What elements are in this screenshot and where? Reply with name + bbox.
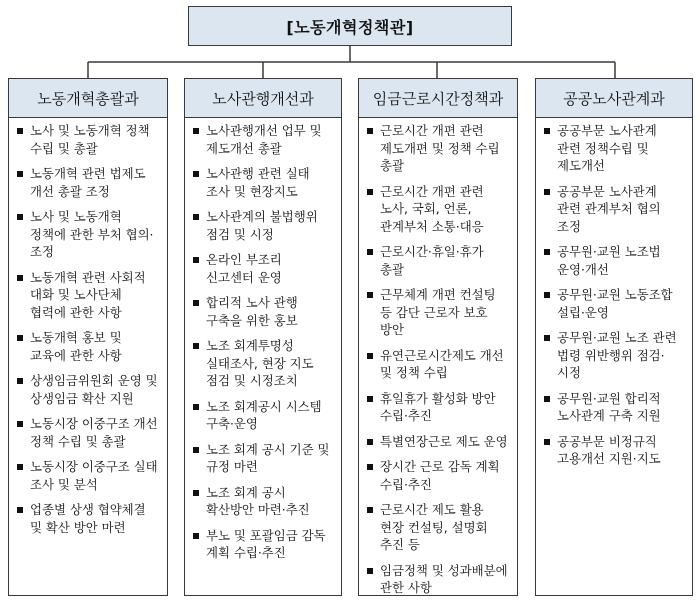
duty-item: 노조 회계투명성 실태조사, 현장 지도 점검 및 시정조치 — [193, 337, 333, 390]
bullet-square-icon — [367, 249, 373, 255]
duty-item: 노조 회계공시 시스템 구축·운영 — [193, 398, 333, 433]
duty-item: 근로시간 개편 관련 제도개편 및 정책 수립 총괄 — [367, 122, 509, 175]
duty-item: 노사관행 관련 실태 조사 및 현장지도 — [193, 165, 333, 200]
bullet-square-icon — [193, 490, 199, 496]
dept-duties-3 — [358, 118, 518, 596]
top-office-title: [노동개혁정책관] — [286, 17, 414, 37]
dept-duties-1 — [8, 118, 168, 596]
duty-item: 노사 및 노동개혁 정책에 관한 부처 협의·조정 — [17, 208, 159, 261]
dept-name: 임금근로시간정책과 — [372, 89, 504, 108]
bullet-square-icon — [544, 189, 550, 195]
duty-item: 근로시간 제도 활용 현장 컨설팅, 설명회 추진 등 — [367, 501, 509, 554]
bullet-square-icon — [367, 568, 373, 574]
bullet-square-icon — [544, 128, 550, 134]
bullet-square-icon — [367, 189, 373, 195]
bullet-square-icon — [17, 421, 23, 427]
bullet-square-icon — [193, 214, 199, 220]
duty-item: 공무원·교원 합리적 노사관계 구축 지원 — [544, 390, 684, 425]
bullet-square-icon — [367, 507, 373, 513]
duty-item: 공공부문 노사관계 관련 관계부처 협의 조정 — [544, 183, 684, 236]
dept-header-2 — [184, 78, 342, 118]
bullet-square-icon — [17, 335, 23, 341]
bullet-square-icon — [193, 128, 199, 134]
duty-item: 노동개혁 관련 사회적 대화 및 노사단체 협력에 관한 사항 — [17, 269, 159, 322]
bullet-square-icon — [544, 335, 550, 341]
bullet-square-icon — [367, 396, 373, 402]
duty-item: 공무원·교원 노조 관련 법령 위반행위 점검·시정 — [544, 329, 684, 382]
dept-name: 노사관행개선과 — [212, 89, 314, 108]
duty-item: 노조 회계 공시 기준 및 규정 마련 — [193, 441, 333, 476]
bullet-square-icon — [544, 249, 550, 255]
duty-item: 유연근로시간제도 개선 및 정책 수립 — [367, 347, 509, 382]
bullet-square-icon — [193, 533, 199, 539]
duty-item: 부노 및 포괄임금 감독 계획 수립·추진 — [193, 527, 333, 562]
duty-item: 노사관계의 불법행위 점검 및 시정 — [193, 208, 333, 243]
bullet-square-icon — [367, 128, 373, 134]
duty-item: 특별연장근로 제도 운영 — [367, 433, 509, 451]
duty-item: 장시간 근로 감독 계획 수립·추진 — [367, 458, 509, 493]
bullet-square-icon — [544, 292, 550, 298]
duty-item: 공무원·교원 노동조합 설립·운영 — [544, 286, 684, 321]
duty-item: 노동시장 이중구조 개선 정책 수립 및 총괄 — [17, 415, 159, 450]
bullet-square-icon — [17, 128, 23, 134]
top-office-box — [188, 6, 512, 46]
duty-item: 상생임금위원회 운영 및 상생임금 확산 지원 — [17, 372, 159, 407]
dept-header-1 — [8, 78, 168, 118]
bullet-square-icon — [544, 396, 550, 402]
bullet-square-icon — [17, 507, 23, 513]
duty-item: 노사관행개선 업무 및 제도개선 총괄 — [193, 122, 333, 157]
duty-item: 근로시간·휴일·휴가 총괄 — [367, 243, 509, 278]
duty-item: 온라인 부조리 신고센터 운영 — [193, 251, 333, 286]
bullet-square-icon — [17, 464, 23, 470]
duty-item: 노동개혁 홍보 및 교육에 관한 사항 — [17, 329, 159, 364]
bullet-square-icon — [193, 343, 199, 349]
duty-item: 휴일휴가 활성화 방안 수립·추진 — [367, 390, 509, 425]
bullet-square-icon — [193, 257, 199, 263]
bullet-square-icon — [17, 214, 23, 220]
dept-header-4 — [535, 78, 693, 118]
bullet-square-icon — [367, 439, 373, 445]
dept-name: 노동개혁총괄과 — [37, 89, 139, 108]
bullet-square-icon — [17, 171, 23, 177]
dept-duties-4 — [535, 118, 693, 596]
bullet-square-icon — [367, 292, 373, 298]
dept-header-3 — [358, 78, 518, 118]
bullet-square-icon — [193, 300, 199, 306]
bullet-square-icon — [544, 439, 550, 445]
dept-duties-2 — [184, 118, 342, 596]
bullet-square-icon — [193, 171, 199, 177]
bullet-square-icon — [367, 464, 373, 470]
duty-item: 공무원·교원 노조법 운영·개선 — [544, 243, 684, 278]
duty-item: 근로시간 개편 관련 노사, 국회, 언론, 관계부처 소통·대응 — [367, 183, 509, 236]
bullet-square-icon — [367, 353, 373, 359]
duty-item: 공공부문 비정규직 고용개선 지원·지도 — [544, 433, 684, 468]
duty-item: 노동시장 이중구조 실태 조사 및 분석 — [17, 458, 159, 493]
dept-name: 공공노사관계과 — [563, 89, 665, 108]
bullet-square-icon — [193, 447, 199, 453]
duty-item: 노동개혁 관련 법제도 개선 총괄 조정 — [17, 165, 159, 200]
duty-item: 업종별 상생 협약체결 및 확산 방안 마련 — [17, 501, 159, 536]
duty-item: 합리적 노사 관행 구축을 위한 홍보 — [193, 294, 333, 329]
duty-item: 임금정책 및 성과배분에 관한 사항 — [367, 562, 509, 597]
bullet-square-icon — [193, 404, 199, 410]
bullet-square-icon — [17, 275, 23, 281]
duty-item: 공공부문 노사관계 관련 정책수립 및 제도개선 — [544, 122, 684, 175]
duty-item: 노조 회계 공시 확산방안 마련·추진 — [193, 484, 333, 519]
bullet-square-icon — [17, 378, 23, 384]
duty-item: 근무체계 개편 컨설팅 등 감단 근로자 보호 방안 — [367, 286, 509, 339]
duty-item: 노사 및 노동개혁 정책 수립 및 총괄 — [17, 122, 159, 157]
